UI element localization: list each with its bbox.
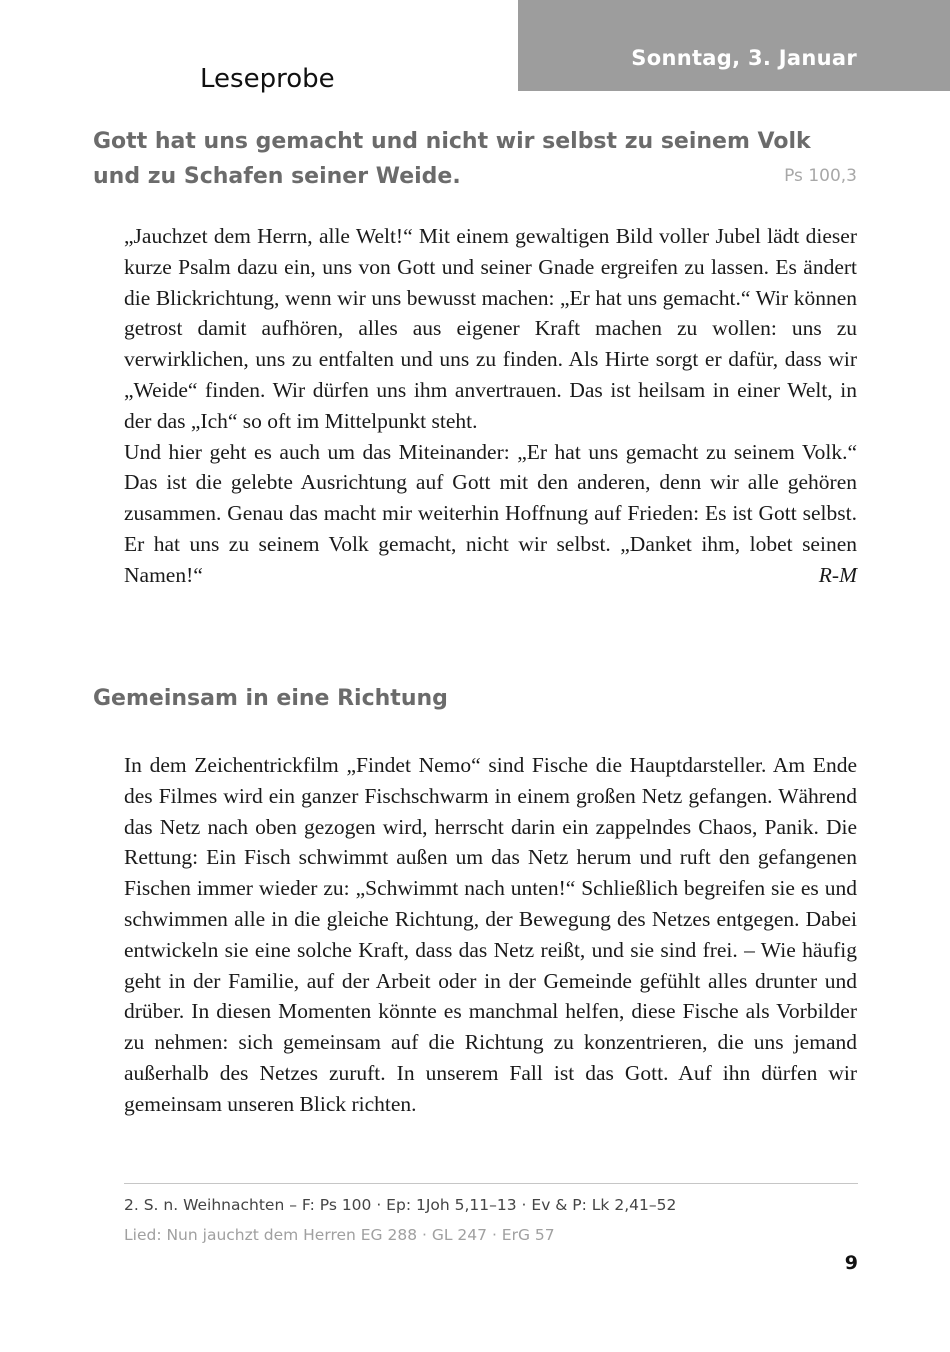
verse-text: Gott hat uns gemacht und nicht wir selbst zu seinem Volk und zu Schafen seiner Weide. [93, 129, 811, 189]
footer-readings: 2. S. n. Weihnachten – F: Ps 100 · Ep: 1Joh 5,11–13 · Ev & P: Lk 2,41–52 [124, 1196, 677, 1214]
devotion-2-paragraph: In dem Zeichentrickfilm „Findet Nemo“ sind Fische die Hauptdarsteller. Am Ende des Filmes wird ein ganzer Fischschwarm in einem großen Netz gefangen. Während das Netz nach oben gezogen wird, herrscht darin ein zappelndes Chaos, Panik. Die Rettung: Ein Fisch schwimmt außen um das Netz herum und ruft den gefangenen Fischen immer wieder zu: „Schwimmt nach unten!“ Schließlich begreifen sie es und schwimmen alle in die gleiche Richtung, der Bewegung des Netzes entgegen. Dabei entwickeln sie eine solche Kraft, dass das Netz reißt, und sie sind frei. – Wie häufig geht in der Familie, auf der Arbeit oder in der Gemeinde gefühlt alles drunter und drüber. In diesen Momenten könnte es manchmal helfen, diese Fische als Vorbilder zu nehmen: sich gemeinsam auf die Richtung zu konzentrieren, die uns jemand außerhalb des Netzes zuruft. In unserem Fall ist das Gott. Auf ihn dürfen wir gemeinsam unseren Blick richten. [124, 753, 857, 1116]
page-number: 9 [844, 1252, 858, 1274]
devotion-2-body [124, 750, 857, 1120]
footer-divider [124, 1183, 858, 1184]
devotion-1-paragraph-2 [124, 437, 857, 591]
verse-reference: Ps 100,3 [784, 166, 857, 186]
footer-song: Lied: Nun jauchzt dem Herren EG 288 · GL 247 · ErG 57 [124, 1226, 555, 1244]
devotion-1-paragraph-1: „Jauchzet dem Herrn, alle Welt!“ Mit einem gewaltigen Bild voller Jubel lädt dieser kurze Psalm dazu ein, uns von Gott und seiner Gnade ergreifen zu lassen. Es ändert die Blickrichtung, wenn wir uns bewusst machen: „Er hat uns gemacht.“ Wir können getrost damit aufhören, alles aus eigener Kraft machen zu wollen: uns zu verwirklichen, uns zu entfalten und uns zu finden. Als Hirte sorgt er dafür, dass wir „Weide“ finden. Wir dürfen uns ihm anvertrauen. Das ist heilsam in einer Welt, in der das „Ich“ so oft im Mittelpunkt steht. [124, 224, 857, 433]
devotion-2-heading: Gemeinsam in eine Richtung [93, 686, 448, 711]
devotion-1-body [124, 221, 857, 591]
author-initials: R-M [818, 562, 857, 587]
devotion-1-paragraph-2-text: Und hier geht es auch um das Miteinander: „Er hat uns gemacht zu seinem Volk.“ Das ist die gelebte Ausrichtung auf Gott mit den anderen, denn wir alle gehören zusammen. Genau das macht mir weiterhin Hoffnung auf Frieden: Es ist Gott selbst. Er hat uns zu seinem Volk gemacht, nicht wir selbst. „Danket ihm, lobet seinen Namen!“ [124, 439, 857, 587]
date-banner [518, 0, 950, 91]
section-label: Leseprobe [200, 64, 335, 94]
daily-verse [93, 124, 857, 194]
date-label: Sonntag, 3. Januar [631, 46, 857, 70]
